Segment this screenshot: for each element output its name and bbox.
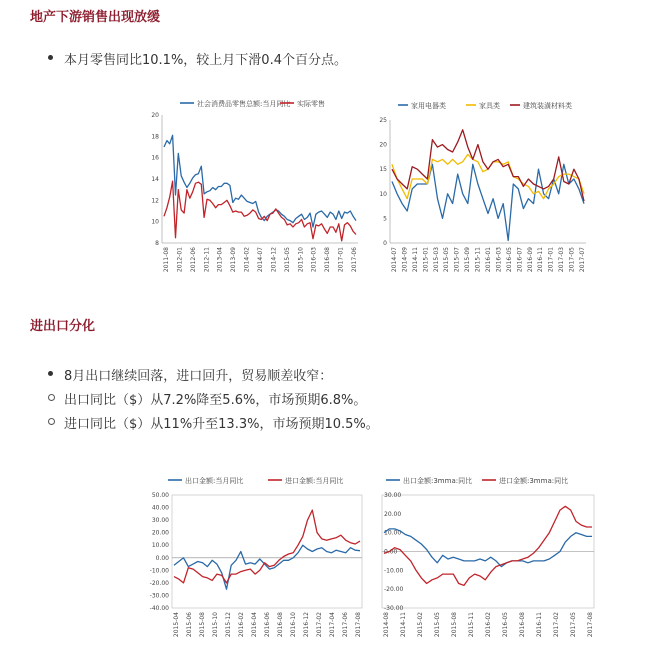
section-heading-trade: 进出口分化 xyxy=(30,319,96,334)
x-tick-label: 2016-06 xyxy=(264,612,271,638)
series-line-1 xyxy=(384,529,592,567)
x-tick-label: 2014-07 xyxy=(391,247,398,273)
x-tick-label: 2016-02 xyxy=(485,612,492,638)
y-tick-label: 18 xyxy=(151,133,159,141)
x-tick-label: 2013-09 xyxy=(230,247,238,273)
x-tick-label: 2017-05 xyxy=(568,247,576,273)
x-tick-label: 2016-11 xyxy=(536,612,543,638)
x-tick-label: 2014-02 xyxy=(243,247,251,273)
x-tick-label: 2017-02 xyxy=(316,612,323,638)
x-tick-label: 2015-08 xyxy=(451,612,458,638)
bullet-retail xyxy=(64,49,347,68)
x-tick-label: 2015-07 xyxy=(453,247,461,273)
legend-label: 家用电器类 xyxy=(411,102,446,110)
x-tick-label: 2012-01 xyxy=(176,247,184,273)
series-line-2 xyxy=(174,510,360,583)
x-tick-label: 2014-08 xyxy=(383,612,390,638)
x-tick-label: 2016-08 xyxy=(277,612,284,638)
x-tick-label: 2017-02 xyxy=(553,612,560,638)
x-tick-label: 2012-11 xyxy=(203,247,211,273)
x-tick-label: 2016-08 xyxy=(519,612,526,638)
x-tick-label: 2016-01 xyxy=(485,247,492,273)
x-tick-label: 2016-03 xyxy=(495,247,503,273)
sub-bullet-ring xyxy=(48,418,55,425)
x-tick-label: 2015-12 xyxy=(225,612,232,638)
x-tick-label: 2015-09 xyxy=(464,247,472,273)
y-tick-label: 20 xyxy=(151,112,159,119)
sub-bullet-exports xyxy=(64,389,366,408)
legend-label: 出口金额:3mma:同比 xyxy=(403,477,473,485)
y-tick-label: 12 xyxy=(151,197,159,205)
x-tick-label: 2014-11 xyxy=(411,247,419,273)
y-tick-label: 10.00 xyxy=(151,542,169,550)
sub-bullet-text-imports: 进口同比（$）从11%升至13.3%，市场预期10.5%。 xyxy=(64,417,379,432)
series-line-2 xyxy=(392,154,584,198)
legend-label: 家具类 xyxy=(479,102,500,110)
y-tick-label: 0.00 xyxy=(155,554,169,562)
x-tick-label: 2017-03 xyxy=(558,247,566,273)
y-tick-label: 50.00 xyxy=(151,492,169,499)
bullet-text-retail: 本月零售同比10.1%，较上月下滑0.4个百分点。 xyxy=(64,53,347,68)
sub-bullet-ring xyxy=(48,394,55,401)
series-line-2 xyxy=(384,506,592,585)
x-tick-label: 2016-12 xyxy=(303,612,310,638)
x-tick-label: 2017-06 xyxy=(351,247,358,273)
y-tick-label: 20.00 xyxy=(151,529,169,537)
trade-monthly-yoy-chart xyxy=(140,470,370,640)
y-tick-label: -30.00 xyxy=(384,605,404,612)
x-tick-label: 2015-01 xyxy=(422,247,430,273)
x-tick-label: 2016-02 xyxy=(238,612,245,638)
x-tick-label: 2016-04 xyxy=(251,612,258,638)
x-tick-label: 2017-01 xyxy=(337,247,345,273)
series-line-1 xyxy=(174,545,360,589)
x-tick-label: 2015-06 xyxy=(186,612,193,638)
y-tick-label: 5 xyxy=(383,215,387,223)
x-tick-label: 2014-09 xyxy=(401,247,409,273)
x-tick-label: 2013-04 xyxy=(216,247,224,273)
x-tick-label: 2017-01 xyxy=(547,247,555,273)
y-tick-label: 30.00 xyxy=(384,492,402,499)
x-tick-label: 2016-05 xyxy=(502,612,509,638)
x-tick-label: 2014-07 xyxy=(257,247,264,273)
x-tick-label: 2015-11 xyxy=(474,247,482,273)
sub-bullet-text-exports: 出口同比（$）从7.2%降至5.6%，市场预期6.8%。 xyxy=(64,393,367,408)
x-tick-label: 2017-06 xyxy=(342,612,349,638)
legend-label: 进口金额:当月同比 xyxy=(285,477,344,485)
legend-label: 出口金额:当月同比 xyxy=(185,477,244,485)
y-tick-label: -40.00 xyxy=(149,605,169,612)
x-tick-label: 2015-05 xyxy=(283,247,291,273)
retail-sales-chart xyxy=(140,95,368,280)
y-tick-label: -10.00 xyxy=(384,567,404,575)
x-tick-label: 2017-04 xyxy=(329,612,336,638)
y-tick-label: 10.00 xyxy=(384,529,402,537)
bullet-dot xyxy=(48,371,53,376)
series-line-1 xyxy=(392,164,584,240)
y-tick-label: 30.00 xyxy=(151,517,169,525)
x-tick-label: 2015-08 xyxy=(199,612,206,638)
x-tick-label: 2016-05 xyxy=(505,247,513,273)
y-tick-label: 10 xyxy=(151,218,159,226)
series-line-2 xyxy=(164,181,356,241)
y-tick-label: 25 xyxy=(379,117,387,124)
x-tick-label: 2015-10 xyxy=(212,612,219,638)
legend-label: 实际零售 xyxy=(297,100,325,108)
x-tick-label: 2015-03 xyxy=(432,247,440,273)
x-tick-label: 2016-09 xyxy=(526,247,534,273)
x-tick-label: 2014-12 xyxy=(270,247,278,273)
x-tick-label: 2015-05 xyxy=(443,247,451,273)
x-tick-label: 2015-10 xyxy=(297,247,305,273)
y-tick-label: 10 xyxy=(379,190,387,198)
y-tick-label: 0.00 xyxy=(384,548,398,556)
y-tick-label: 20.00 xyxy=(384,510,402,518)
x-tick-label: 2016-08 xyxy=(324,247,332,273)
sub-bullet-imports xyxy=(64,413,379,432)
y-tick-label: -20.00 xyxy=(149,579,169,587)
y-tick-label: 20 xyxy=(379,141,387,149)
x-tick-label: 2016-03 xyxy=(310,247,318,273)
x-tick-label: 2011-08 xyxy=(163,247,170,273)
legend-label: 建筑装潢材料类 xyxy=(523,102,572,110)
legend-label: 社会消费品零售总额:当月同比 xyxy=(197,100,291,108)
x-tick-label: 2016-10 xyxy=(290,612,297,638)
x-tick-label: 2015-05 xyxy=(434,612,441,638)
y-tick-label: 16 xyxy=(151,154,159,162)
section-heading-real-estate: 地产下游销售出现放缓 xyxy=(30,10,161,25)
x-tick-label: 2017-07 xyxy=(579,247,586,273)
bullet-text-trade: 8月出口继续回落，进口回升，贸易顺差收窄： xyxy=(64,369,333,384)
x-tick-label: 2017-08 xyxy=(587,612,594,638)
trade-3mma-yoy-chart xyxy=(372,470,600,640)
bullet-trade xyxy=(64,365,332,384)
x-tick-label: 2016-11 xyxy=(537,247,545,273)
y-tick-label: -20.00 xyxy=(384,586,404,594)
home-goods-sales-chart xyxy=(368,95,598,280)
legend-label: 进口金额:3mma:同比 xyxy=(499,477,569,485)
x-tick-label: 2012-06 xyxy=(189,247,197,273)
x-tick-label: 2015-04 xyxy=(173,612,180,638)
bullet-dot xyxy=(48,55,53,60)
series-line-3 xyxy=(392,130,584,201)
y-tick-label: 0 xyxy=(383,240,387,247)
y-tick-label: 8 xyxy=(155,240,159,247)
y-tick-label: 15 xyxy=(379,166,387,174)
y-tick-label: 14 xyxy=(151,176,159,183)
x-tick-label: 2017-05 xyxy=(570,612,577,638)
y-tick-label: -10.00 xyxy=(149,567,169,575)
series-line-1 xyxy=(164,135,356,227)
x-tick-label: 2017-08 xyxy=(355,612,362,638)
y-tick-label: -30.00 xyxy=(149,592,169,600)
x-tick-label: 2015-02 xyxy=(417,612,424,638)
x-tick-label: 2016-07 xyxy=(516,247,524,273)
y-tick-label: 40.00 xyxy=(151,504,169,512)
x-tick-label: 2014-11 xyxy=(400,612,407,638)
x-tick-label: 2015-11 xyxy=(468,612,475,638)
